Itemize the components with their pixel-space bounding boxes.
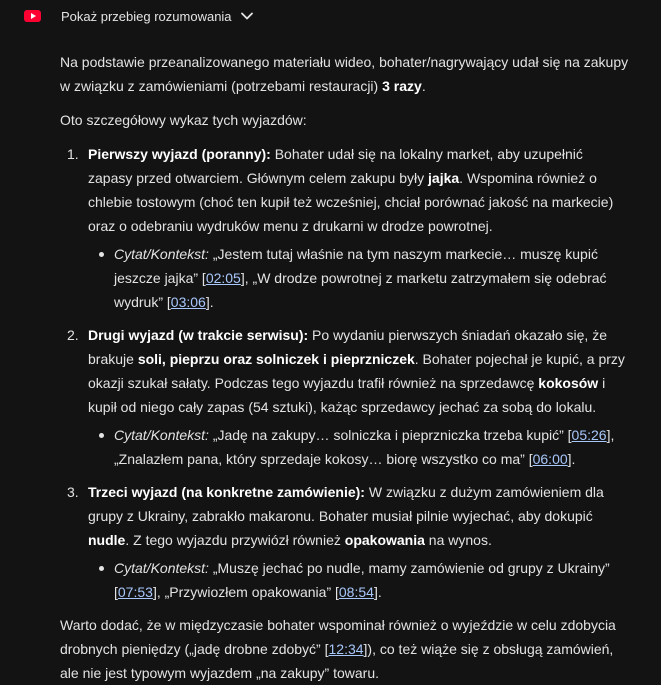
item-number: 2. [67,327,79,343]
trip-title: Drugi wyjazd (w trakcie serwisu): [88,327,309,343]
timestamp-link[interactable]: 07:53 [117,584,153,600]
item-number: 1. [67,146,79,162]
timestamp-link[interactable]: 02:05 [205,270,241,286]
bullet-icon [99,433,104,438]
context-quote: Cytat/Kontekst: „Jestem tutaj właśnie na tym naszym markecie… muszę kupić jeszcze jajka” [02:05], „W drodze powrotnej z marketu zatrzymałem się odebrać wydruk” [03:06]. [88,242,630,314]
timestamp-link[interactable]: 06:00 [532,451,568,467]
context-quote: Cytat/Kontekst: „Muszę jechać po nudle, mamy zamówienie od grupy z Ukrainy” [07:53], „Przywiozłem opakowania” [08:54]. [88,556,630,604]
context-quote: Cytat/Kontekst: „Jadę na zakupy… solniczka i pieprzniczka trzeba kupić” [05:26], „Znalazłem pana, który sprzedaje kokosy… biorę wszystko co ma” [06:00]. [88,423,630,471]
closing-paragraph: Warto dodać, że w międzyczasie bohater wspominał również o wyjeździe w celu zdobycia drobnych pieniędzy („jadę drobne zdobyć” [12:34]), co też wiąże się z obsługą zamówień, ale nie jest typowym wyjazdem „na zakupy” towaru. [60,617,616,681]
reasoning-header [24,6,253,26]
list-item [60,480,630,604]
trip-description: Pierwszy wyjazd (poranny): Bohater udał się na lokalny market, aby uzupełnić zapasy przed otwarciem. Głównym celem zakupu były jajka. Wspomina również o chlebie tostowym (choć ten kupił też wcześniej, chciał porównać jakość na markecie) oraz o odebraniu wydruków menu z drukarni w drodze powrotnej. [88,146,614,234]
timestamp-link[interactable]: 08:54 [338,584,374,600]
show-reasoning-toggle[interactable] [61,9,253,24]
youtube-logo-icon [24,10,41,22]
intro-paragraph: Na podstawie przeanalizowanego materiału wideo, bohater/nagrywający udał się na zakupy w związku z zamówieniami (potrzebami restauracji) 3 razy. [60,54,629,94]
timestamp-link[interactable]: 05:26 [571,427,607,443]
bullet-icon [99,252,104,257]
bullet-icon [99,566,104,571]
trip-title: Trzeci wyjazd (na konkretne zamówienie): [88,484,365,500]
list-item [60,323,630,471]
timestamp-link[interactable]: 12:34 [328,641,364,657]
trips-list [60,142,630,604]
item-number: 3. [67,484,79,500]
chevron-down-icon [241,12,253,20]
response-body [60,50,630,685]
show-reasoning-label: Pokaż przebieg rozumowania [61,8,232,24]
timestamp-link[interactable]: 03:06 [170,294,206,310]
trip-description: Drugi wyjazd (w trakcie serwisu): Po wydaniu pierwszych śniadań okazało się, że brakuje soli, pieprzu oraz solniczek i pieprzniczek. Bohater pojechał je kupić, a przy okazji szukał sałaty. Podczas tego wyjazdu trafił również na sprzedawcę kokosów i kupił od niego cały zapas (54 sztuki), każąc sprzedawcy jechać za sobą do lokalu. [88,327,625,415]
trip-title: Pierwszy wyjazd (poranny): [88,146,271,162]
trip-count: 3 razy [382,78,422,94]
list-item [60,142,630,314]
list-lead: Oto szczegółowy wykaz tych wyjazdów: [60,112,307,128]
trip-description: Trzeci wyjazd (na konkretne zamówienie): W związku z dużym zamówieniem dla grupy z Ukrainy, zabrakło makaronu. Bohater musiał pilnie wyjechać, aby dokupić nudle. Z tego wyjazdu przywiózł również opakowania na wynos. [88,484,604,548]
